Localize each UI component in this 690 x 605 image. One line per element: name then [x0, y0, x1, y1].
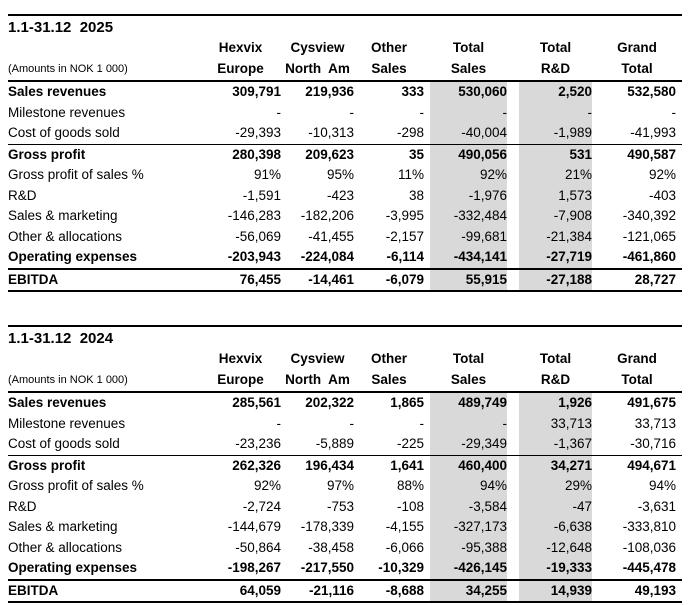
table-row: [8, 414, 682, 435]
right-spacer: [676, 247, 682, 269]
table-row: [8, 123, 682, 144]
row-label: R&D: [8, 498, 37, 514]
cell-value: -: [349, 415, 354, 431]
cell-value: 531: [513, 144, 598, 165]
row-label: Gross profit of sales %: [8, 167, 144, 182]
cell-value: -21,384: [513, 227, 598, 248]
cell-value: -178,339: [300, 519, 354, 534]
amounts-note: (Amounts in NOK 1 000): [8, 369, 200, 392]
right-spacer: [676, 414, 682, 435]
right-spacer: [676, 392, 682, 414]
cell-value: -27,719: [513, 247, 598, 269]
right-spacer: [676, 206, 682, 227]
cell-value: -332,484: [424, 206, 513, 227]
row-label: Sales revenues: [8, 84, 107, 99]
right-spacer: [676, 348, 682, 369]
cell-value: -327,173: [424, 517, 513, 538]
row-label: Sales & marketing: [8, 519, 118, 534]
cell-value: -: [276, 104, 281, 120]
cell-value: 1,641: [390, 457, 424, 473]
cell-value: -3,584: [424, 497, 513, 518]
cell-value: -38,458: [308, 539, 354, 555]
cell-value: 35: [408, 146, 424, 162]
cell-value: 209,623: [305, 146, 354, 162]
cell-value: -14,461: [281, 269, 354, 292]
cell-value: -41,455: [308, 228, 354, 244]
header-label-spacer: [8, 348, 200, 369]
cell-value: 280,398: [232, 146, 281, 162]
cell-value: 92%: [648, 167, 676, 182]
right-spacer: [676, 580, 682, 603]
cell-value: 1,573: [513, 186, 598, 207]
cell-value: -426,145: [424, 558, 513, 580]
cell-value: -445,478: [598, 558, 676, 580]
cell-value: 202,322: [305, 395, 354, 410]
cell-value: -: [349, 104, 354, 120]
cell-value: -41,993: [598, 123, 676, 144]
cell-value: -225: [354, 434, 424, 455]
right-spacer: [676, 186, 682, 207]
table-row: [8, 497, 682, 518]
cell-value: 28,727: [598, 269, 676, 292]
cell-value: 309,791: [232, 84, 281, 99]
cell-value: -99,681: [424, 227, 513, 248]
cell-value: 92%: [253, 478, 281, 493]
cell-value: -23,236: [200, 434, 281, 455]
row-label: Gross profit: [8, 146, 86, 162]
cell-value: -298: [354, 123, 424, 144]
cell-value: 490,056: [424, 144, 513, 165]
period-block-2025: [8, 14, 682, 292]
column-header-0-line2: Europe: [200, 369, 281, 392]
right-spacer: [676, 434, 682, 455]
cell-value: -224,084: [281, 247, 354, 269]
column-header-5-line2: Total: [598, 369, 676, 392]
cell-value: -: [419, 415, 424, 431]
cell-value: -182,206: [300, 208, 354, 223]
row-label: Other & allocations: [8, 539, 123, 555]
cell-value: -3,995: [385, 208, 424, 223]
row-label: EBITDA: [8, 580, 200, 603]
cell-value: -144,679: [227, 519, 281, 534]
cell-value: 2,520: [513, 81, 598, 103]
cell-value: 333: [401, 84, 424, 99]
row-label: Sales revenues: [8, 395, 107, 410]
row-label: Operating expenses: [8, 247, 200, 269]
cell-value: 21%: [513, 165, 598, 186]
cell-value: -29,393: [200, 123, 281, 144]
right-spacer: [676, 455, 682, 476]
cell-value: -217,550: [281, 558, 354, 580]
right-spacer: [676, 517, 682, 538]
cell-value: -47: [513, 497, 598, 518]
cell-value: -340,392: [622, 208, 676, 223]
cell-value: 219,936: [305, 84, 354, 99]
cell-value: -12,648: [513, 538, 598, 559]
cell-value: -1,976: [424, 186, 513, 207]
cell-value: -108,036: [622, 539, 676, 555]
cell-value: -21,116: [281, 580, 354, 603]
right-spacer: [676, 497, 682, 518]
cell-value: -: [513, 103, 598, 124]
cell-value: -56,069: [235, 228, 281, 244]
column-header-5-line1: Grand: [617, 351, 657, 366]
cell-value: 1,865: [390, 395, 424, 410]
cell-value: 91%: [253, 167, 281, 182]
cell-value: 262,326: [232, 457, 281, 473]
cell-value: -50,864: [235, 539, 281, 555]
cell-value: 494,671: [627, 457, 676, 473]
cell-value: -30,716: [598, 434, 676, 455]
cell-value: 34,255: [424, 580, 513, 603]
cell-value: -7,908: [513, 206, 598, 227]
cell-value: 49,193: [598, 580, 676, 603]
cell-value: -6,114: [354, 247, 424, 269]
row-label: Cost of goods sold: [8, 123, 200, 144]
cell-value: 491,675: [627, 395, 676, 410]
cell-value: -5,889: [281, 434, 354, 455]
cell-value: -146,283: [227, 208, 281, 223]
cell-value: -6,638: [513, 517, 598, 538]
row-label: Milestone revenues: [8, 104, 126, 120]
cell-value: 94%: [648, 478, 676, 493]
right-spacer: [676, 103, 682, 124]
table-row: [8, 103, 682, 124]
table-row: [8, 269, 682, 292]
column-header-4-line2: R&D: [513, 369, 598, 392]
cell-value: 38: [408, 187, 424, 203]
column-header-2-line1: Other: [370, 40, 407, 55]
table-row: [8, 538, 682, 559]
cell-value: 196,434: [305, 457, 354, 473]
cell-value: 532,580: [627, 84, 676, 99]
cell-value: -1,989: [513, 123, 598, 144]
cell-value: -40,004: [424, 123, 513, 144]
cell-value: 88%: [396, 478, 424, 493]
cell-value: 285,561: [232, 395, 281, 410]
right-spacer: [676, 269, 682, 292]
column-header-5-line2: Total: [598, 58, 676, 81]
cell-value: 530,060: [424, 81, 513, 103]
cell-value: 76,455: [200, 269, 281, 292]
cell-value: 11%: [397, 167, 424, 182]
row-label: Gross profit of sales %: [8, 478, 144, 493]
table-row: [8, 434, 682, 455]
cell-value: -27,188: [513, 269, 598, 292]
right-spacer: [676, 476, 682, 497]
row-label: R&D: [8, 187, 37, 203]
right-spacer: [676, 369, 682, 392]
column-header-1-line1: Cysview: [290, 40, 345, 55]
cell-value: -423: [326, 187, 354, 203]
cell-value: -198,267: [200, 558, 281, 580]
cell-value: -2,157: [385, 228, 424, 244]
table-row: [8, 81, 682, 103]
right-spacer: [676, 144, 682, 165]
row-label: EBITDA: [8, 269, 200, 292]
table-header: [8, 348, 682, 392]
financial-table-2025: [8, 37, 682, 292]
right-spacer: [676, 165, 682, 186]
cell-value: -461,860: [598, 247, 676, 269]
period-title: 1.1-31.12 2025: [8, 14, 682, 37]
column-header-1-line2: North Am: [281, 369, 354, 392]
table-row: [8, 580, 682, 603]
cell-value: -29,349: [424, 434, 513, 455]
table-row: [8, 227, 682, 248]
column-header-3-line2: Sales: [424, 58, 513, 81]
cell-value: -8,688: [354, 580, 424, 603]
cell-value: 55,915: [424, 269, 513, 292]
right-spacer: [676, 227, 682, 248]
cell-value: 490,587: [627, 146, 676, 162]
cell-value: 64,059: [200, 580, 281, 603]
amounts-note: (Amounts in NOK 1 000): [8, 58, 200, 81]
column-header-1-line2: North Am: [281, 58, 354, 81]
column-header-0-line1: Hexvix: [218, 351, 263, 366]
right-spacer: [676, 123, 682, 144]
cell-value: -: [424, 414, 513, 435]
column-header-1-line1: Cysview: [290, 351, 345, 366]
period-title: 1.1-31.12 2024: [8, 325, 682, 348]
cell-value: -4,155: [385, 519, 424, 534]
table-body: [8, 81, 682, 291]
right-spacer: [676, 37, 682, 58]
cell-value: -434,141: [424, 247, 513, 269]
cell-value: 1,926: [513, 392, 598, 414]
table-row: [8, 206, 682, 227]
cell-value: 92%: [424, 165, 513, 186]
row-label: Sales & marketing: [8, 208, 118, 223]
column-header-0-line2: Europe: [200, 58, 281, 81]
cell-value: 29%: [513, 476, 598, 497]
cell-value: 14,939: [513, 580, 598, 603]
cell-value: -10,329: [354, 558, 424, 580]
cell-value: -2,724: [242, 498, 281, 514]
cell-value: -95,388: [424, 538, 513, 559]
cell-value: -: [424, 103, 513, 124]
cell-value: 460,400: [424, 455, 513, 476]
table-row: [8, 247, 682, 269]
column-header-3-line2: Sales: [424, 369, 513, 392]
row-label: Cost of goods sold: [8, 434, 200, 455]
cell-value: -121,065: [622, 228, 676, 244]
cell-value: -: [419, 104, 424, 120]
cell-value: -1,367: [513, 434, 598, 455]
financial-table-2024: [8, 348, 682, 603]
column-header-5-line1: Grand: [617, 40, 657, 55]
column-header-3-line1: Total: [452, 351, 485, 366]
column-header-3-line1: Total: [452, 40, 485, 55]
cell-value: 95%: [326, 167, 354, 182]
cell-value: -403: [648, 187, 676, 203]
right-spacer: [676, 538, 682, 559]
column-header-4-line2: R&D: [513, 58, 598, 81]
right-spacer: [676, 81, 682, 103]
cell-value: -6,066: [385, 539, 424, 555]
column-header-0-line1: Hexvix: [218, 40, 263, 55]
cell-value: -10,313: [281, 123, 354, 144]
table-row: [8, 476, 682, 497]
row-label: Gross profit: [8, 457, 86, 473]
cell-value: 489,749: [424, 392, 513, 414]
table-row: [8, 517, 682, 538]
cell-value: -: [671, 104, 676, 120]
table-row: [8, 455, 682, 476]
cell-value: -3,631: [637, 498, 676, 514]
table-row: [8, 186, 682, 207]
cell-value: -108: [396, 498, 424, 514]
table-row: [8, 165, 682, 186]
cell-value: -: [276, 415, 281, 431]
column-header-4-line1: Total: [539, 351, 572, 366]
right-spacer: [676, 58, 682, 81]
cell-value: 97%: [326, 478, 354, 493]
cell-value: -19,333: [513, 558, 598, 580]
column-header-2-line2: Sales: [354, 58, 424, 81]
cell-value: -1,591: [242, 187, 281, 203]
period-block-2024: [8, 325, 682, 603]
cell-value: 94%: [424, 476, 513, 497]
row-label: Operating expenses: [8, 558, 200, 580]
right-spacer: [676, 558, 682, 580]
cell-value: 33,713: [634, 415, 676, 431]
cell-value: -333,810: [622, 519, 676, 534]
column-header-2-line2: Sales: [354, 369, 424, 392]
table-body: [8, 392, 682, 602]
cell-value: -6,079: [354, 269, 424, 292]
table-row: [8, 144, 682, 165]
cell-value: 33,713: [513, 414, 598, 435]
cell-value: -203,943: [200, 247, 281, 269]
column-header-2-line1: Other: [370, 351, 407, 366]
column-header-4-line1: Total: [539, 40, 572, 55]
header-label-spacer: [8, 37, 200, 58]
table-row: [8, 558, 682, 580]
table-header: [8, 37, 682, 81]
cell-value: -753: [326, 498, 354, 514]
table-row: [8, 392, 682, 414]
row-label: Milestone revenues: [8, 415, 126, 431]
row-label: Other & allocations: [8, 228, 123, 244]
cell-value: 34,271: [513, 455, 598, 476]
